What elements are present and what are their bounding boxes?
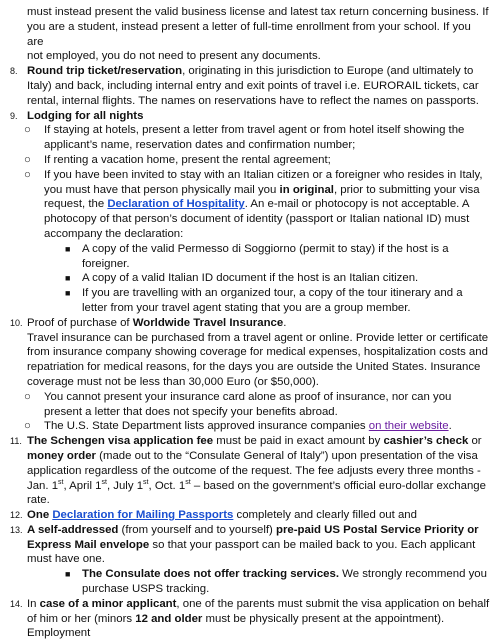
list-item (10, 390, 490, 420)
circle-bullet-icon: ○ (24, 168, 31, 181)
bullet-text: If you are travelling with an organized tour, a copy of the tour itinerary and a letter from your travel agent stating that you are a group member. (82, 287, 463, 314)
list-item-10 (10, 316, 490, 390)
item-title: Worldwide Travel Insurance (132, 316, 284, 329)
bold-text: case of a minor applicant (39, 597, 177, 610)
intro-line: not employed, you do not need to present any documents. (27, 50, 321, 63)
list-item-8 (10, 64, 490, 108)
item-text: , July 1 (106, 479, 144, 492)
list-item-12 (10, 508, 490, 523)
tracking-bullets (10, 567, 490, 597)
lodging-bullets (10, 123, 490, 241)
item-text: – based on the government’s official euro-dollar exchange rate. (27, 479, 486, 507)
bullet-text: If staying at hotels, present a letter from travel agent or from hotel itself showing the applicant’s name, reservation dates and confirmation number; (44, 124, 465, 152)
ordinal-suffix: st (185, 478, 191, 486)
item-number: 12. (10, 510, 23, 521)
item-number: 11. (10, 436, 22, 447)
intro-paragraph (27, 5, 490, 64)
item-title: Lodging for all nights (27, 109, 144, 122)
bullet-text: If renting a vacation home, present the rental agreement; (44, 153, 331, 166)
item-number: 14. (10, 598, 23, 609)
bullet-text: A copy of the valid Permesso di Soggiorno (permit to stay) if the host is a foreigner. (82, 242, 449, 270)
list-item (10, 123, 490, 153)
intro-line: must instead present the valid business license and latest tax return concerning business. If (27, 6, 489, 18)
ordinal-suffix: st (143, 478, 149, 486)
square-bullet-icon: ■ (65, 569, 71, 580)
item-text: must be paid in exact amount by (213, 435, 384, 448)
square-bullet-icon: ■ (65, 243, 71, 254)
host-document-bullets (10, 242, 490, 316)
list-item (10, 168, 490, 242)
circle-bullet-icon: ○ (24, 124, 31, 137)
item-number: 9. (10, 110, 18, 121)
bold-text: money order (27, 449, 96, 462)
item-number: 10. (10, 317, 23, 328)
bold-text: in original (279, 183, 334, 196)
square-bullet-icon: ■ (65, 288, 71, 299)
declaration-for-mailing-passports-link[interactable]: Declaration for Mailing Passports (52, 509, 234, 522)
item-title: The Schengen visa application fee (27, 435, 214, 448)
bold-text: The Consulate does not offer tracking services. (82, 568, 339, 581)
list-item-9 (10, 109, 490, 124)
item-text: , originating in this jurisdiction to Europe (and ultimately to Italy) and back, including internal entry and exit points of travel i.e. EURORAIL tickets, car rental, internal flights. The names on reservations have to reflect the names on passports. (27, 65, 479, 107)
item-text: , Oct. 1 (148, 479, 186, 492)
list-item (10, 242, 490, 272)
list-item (10, 567, 490, 597)
state-department-website-link[interactable]: on their website (368, 420, 449, 433)
bold-text: One (27, 509, 53, 522)
bullet-text: We strongly recommend you purchase USPS tracking. (82, 568, 487, 596)
bullet-text: , prior to submitting your visa request, the (44, 183, 480, 211)
item-title: Round trip ticket/reservation (27, 65, 183, 78)
bold-text: cashier’s check (383, 435, 469, 448)
bullet-text: . An e-mail or photocopy is not acceptable. A photocopy of that person’s document of identity (passport or Italian national ID) must accompany the declaration: (44, 198, 470, 240)
declaration-of-hospitality-link[interactable]: Declaration of Hospitality (107, 198, 245, 211)
item-text: must be physically present at the appointment). Employment (27, 612, 445, 640)
item-text: Proof of purchase of (27, 316, 133, 329)
bullet-text: The U.S. State Department lists approved insurance companies (44, 420, 369, 433)
item-text: (made out to the “Consulate General of Italy”) upon presentation of the visa application regardless of the outcome of the request. The fee adjusts every three months - Jan. 1 (27, 449, 481, 492)
item-text: , one of the parents must submit the visa application on behalf of him or her (minors (27, 597, 490, 625)
insurance-paragraph: Travel insurance can be purchased from a travel agent or online. Provide letter or certificate from insurance company showing coverage for medical expenses, hospitalization costs and repatriation for medical reasons, for the days you are outside the United States. Insurance coverage must not be less than 30,000 Euro (or $50,000). (27, 331, 489, 388)
insurance-bullets (10, 390, 490, 434)
item-number: 8. (10, 66, 18, 77)
bullet-text: A copy of a valid Italian ID document if the host is an Italian citizen. (82, 272, 419, 285)
item-text: completely and clearly filled out and (233, 509, 417, 522)
item-text: In (27, 597, 40, 610)
circle-bullet-icon: ○ (24, 153, 31, 166)
list-item-11 (10, 434, 490, 508)
circle-bullet-icon: ○ (24, 390, 31, 403)
bold-text: pre-paid US Postal Service Priority or Express Mail envelope (27, 523, 479, 551)
item-text: so that your passport can be mailed back to you. Each applicant must have one. (27, 538, 476, 566)
square-bullet-icon: ■ (65, 273, 71, 284)
bullet-text: If you have been invited to stay with an Italian citizen or a foreigner who resides in Italy, you must have that person physically mail you (44, 168, 483, 196)
list-item (10, 153, 490, 168)
bullet-text: . (448, 420, 452, 433)
item-text: or (468, 435, 482, 448)
item-title: A self-addressed (27, 523, 119, 536)
bold-text: 12 and older (135, 612, 203, 625)
list-item (10, 271, 490, 286)
item-text: . (283, 316, 287, 329)
list-item-13 (10, 523, 490, 567)
list-item (10, 286, 490, 316)
list-item-14 (10, 597, 490, 641)
item-text: , April 1 (63, 479, 102, 492)
list-item (10, 419, 490, 434)
intro-line: you are a student, instead present a letter of full-time enrollment from your school. If you are (27, 20, 471, 48)
circle-bullet-icon: ○ (24, 420, 31, 433)
ordinal-suffix: st (58, 478, 64, 486)
bullet-text: You cannot present your insurance card alone as proof of insurance, nor can you present a letter that does not specify your benefits abroad. (44, 390, 452, 418)
ordinal-suffix: st (101, 478, 107, 486)
item-text: (from yourself and to yourself) (118, 523, 277, 536)
item-number: 13. (10, 524, 23, 535)
